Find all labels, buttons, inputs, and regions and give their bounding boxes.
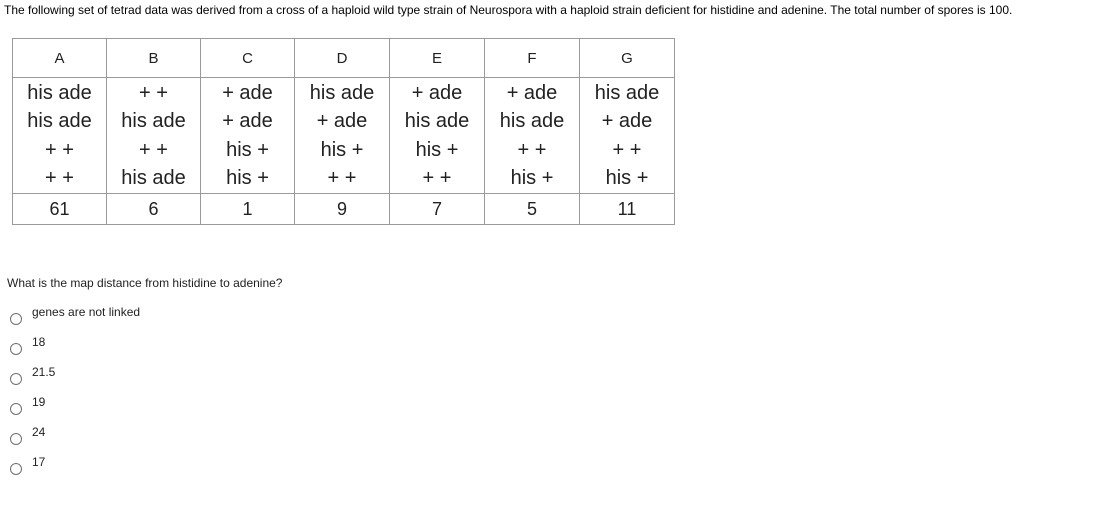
question-text: What is the map distance from histidine to adenine?	[7, 276, 283, 290]
tetrad-cell-c	[201, 78, 295, 194]
tetrad-cell-d	[295, 78, 390, 194]
spore-genotype: + ade	[411, 81, 463, 104]
option-label: 24	[32, 425, 46, 439]
radio-button[interactable]	[10, 373, 22, 385]
spore-genotype: + ade	[222, 110, 273, 132]
spore-genotype: + +	[422, 167, 452, 189]
spore-genotype: + +	[517, 138, 547, 161]
spore-genotype: + ade	[506, 81, 558, 104]
spore-genotype: his +	[226, 167, 269, 189]
spore-genotype: his ade	[309, 81, 375, 104]
tetrad-cell-a	[13, 78, 107, 194]
spore-genotype: + +	[45, 138, 74, 161]
count-b: 6	[107, 194, 201, 225]
spore-genotype-row	[13, 78, 675, 194]
option-label: 19	[32, 395, 46, 409]
count-c: 1	[201, 194, 295, 225]
count-e: 7	[390, 194, 485, 225]
spore-genotype: his ade	[27, 81, 92, 104]
spore-genotype: his +	[320, 138, 364, 161]
radio-button[interactable]	[10, 403, 22, 415]
count-a: 61	[13, 194, 107, 225]
radio-button[interactable]	[10, 343, 22, 355]
header-c: C	[201, 39, 295, 78]
header-a: A	[13, 39, 107, 78]
radio-button[interactable]	[10, 313, 22, 325]
radio-button[interactable]	[10, 433, 22, 445]
spore-genotype: + ade	[601, 110, 653, 132]
spore-genotype: his ade	[499, 110, 565, 132]
spore-genotype: his ade	[594, 81, 660, 104]
tetrad-cell-g	[580, 78, 675, 194]
spore-genotype: + +	[139, 81, 168, 104]
header-g: G	[580, 39, 675, 78]
spore-genotype: his ade	[121, 167, 186, 189]
spore-genotype: his ade	[404, 110, 470, 132]
option-label: 17	[32, 455, 46, 469]
count-f: 5	[485, 194, 580, 225]
spore-genotype: + ade	[222, 81, 273, 104]
tetrad-cell-e	[390, 78, 485, 194]
radio-button[interactable]	[10, 463, 22, 475]
spore-genotype: + +	[327, 167, 357, 189]
count-d: 9	[295, 194, 390, 225]
tetrad-cell-b	[107, 78, 201, 194]
spore-genotype: + +	[139, 138, 168, 161]
tetrad-table	[12, 38, 675, 225]
tetrad-count-row	[13, 194, 675, 225]
header-e: E	[390, 39, 485, 78]
count-g: 11	[580, 194, 675, 225]
header-b: B	[107, 39, 201, 78]
spore-genotype: his ade	[121, 110, 186, 132]
option-label: genes are not linked	[32, 305, 141, 319]
spore-genotype: + +	[612, 138, 642, 161]
spore-genotype: + ade	[316, 110, 368, 132]
tetrad-cell-f	[485, 78, 580, 194]
header-d: D	[295, 39, 390, 78]
spore-genotype: his +	[226, 138, 269, 161]
table-header-row	[13, 39, 675, 78]
option-label: 18	[32, 335, 46, 349]
spore-genotype: + +	[45, 167, 74, 189]
option-label: 21.5	[32, 365, 56, 379]
intro-text: The following set of tetrad data was derived from a cross of a haploid wild type strain of Neurospora with a haploid strain deficient for histidine and adenine. The total number of spores is 100.	[4, 3, 1013, 17]
header-f: F	[485, 39, 580, 78]
spore-genotype: his +	[415, 138, 459, 161]
spore-genotype: his +	[510, 167, 554, 189]
spore-genotype: his +	[605, 167, 649, 189]
spore-genotype: his ade	[27, 110, 92, 132]
